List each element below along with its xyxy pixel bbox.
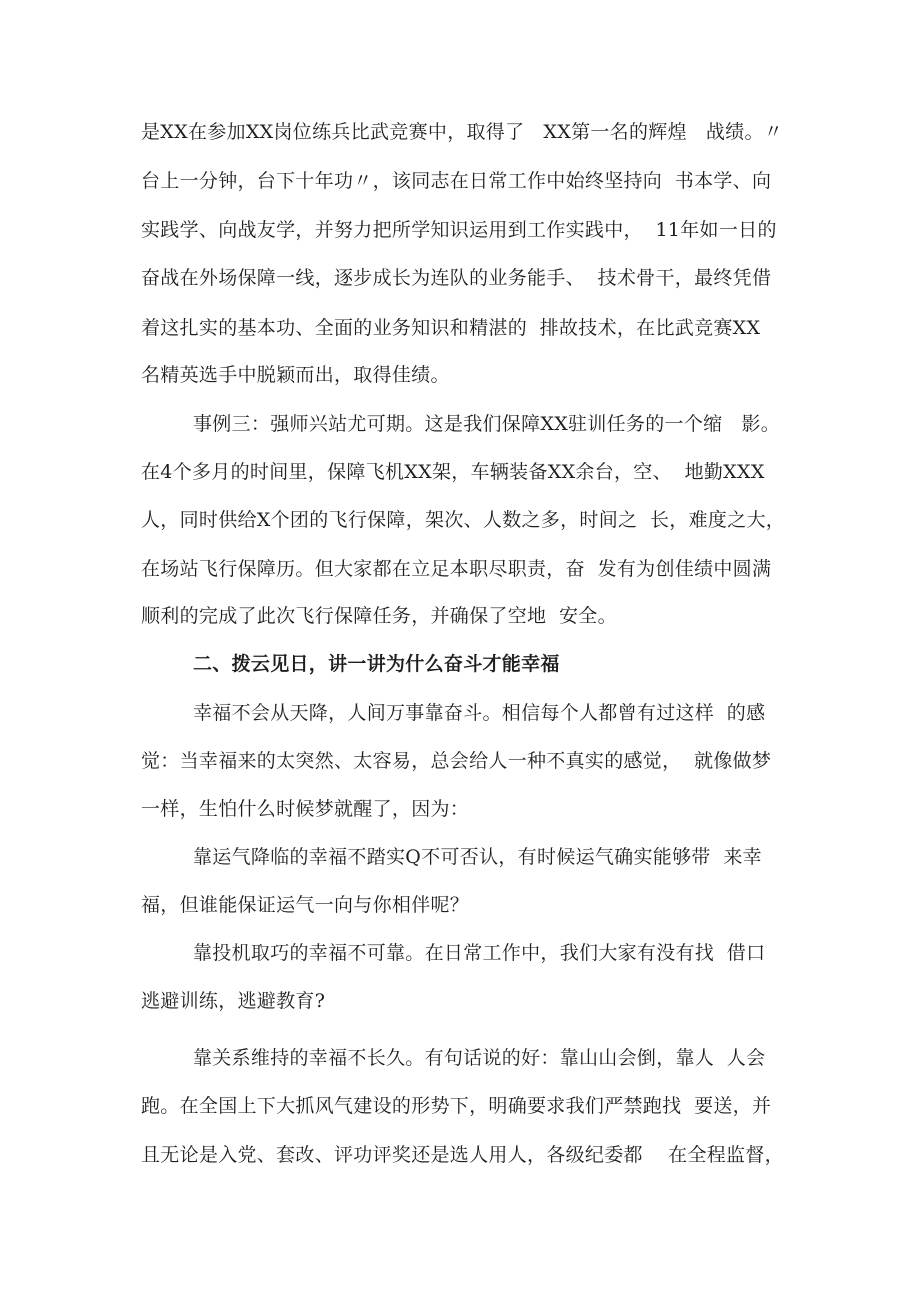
text-line: 在场站飞行保障历。但大家都在立足本职尽职责，奋 发有为创佳绩中圆满 — [141, 558, 772, 580]
paragraph-start: 靠投机取巧的幸福不可靠。在日常工作中，我们大家有没有找 借口 — [193, 942, 766, 964]
text-line: 跑。在全国上下大抓风气建设的形势下，明确要求我们严禁跑找 要送，并 — [141, 1095, 772, 1117]
text-line: 奋战在外场保障一线，逐步成长为连队的业务能手、 技术骨干，最终凭借 — [141, 267, 772, 289]
paragraph-start: 事例三：强师兴站尤可期。这是我们保障XX驻训任务的一个缩 影。 — [193, 413, 781, 435]
text-line: 是XX在参加XX岗位练兵比武竞赛中，取得了 XX第一名的辉煌 战绩。〃 — [141, 121, 784, 143]
text-line: 台上一分钟，台下十年功〃，该同志在日常工作中始终坚持向 书本学、向 — [141, 170, 772, 192]
paragraph-start: 幸福不会从天降，人间万事靠奋斗。相信每个人都曾有过这样 的感 — [193, 702, 766, 724]
text-line: 人，同时供给X个团的飞行保障，架次、人数之多，时间之 长，难度之大， — [141, 509, 786, 531]
text-line: 且无论是入党、套改、评功评奖还是选人用人，各级纪委都 在全程监督， — [141, 1144, 784, 1166]
section-heading: 二、拨云见日，讲一讲为什么奋斗才能幸福 — [193, 653, 560, 675]
paragraph-start: 靠关系维持的幸福不长久。有句话说的好：靠山山会倒，靠人 人会 — [193, 1047, 766, 1069]
text-line: 实践学、向战友学，并努力把所学知识运用到工作实践中， 11年如一日的 — [141, 219, 777, 241]
text-line: 一样，生怕什么时候梦就醒了，因为： — [141, 798, 470, 820]
text-line: 逃避训练，逃避教育? — [141, 990, 326, 1012]
text-line: 着这扎实的基本功、全面的业务知识和精湛的 排故技术，在比武竞赛XX — [141, 317, 761, 339]
text-line: 顺利的完成了此次飞行保障任务，并确保了空地 安全。 — [141, 605, 617, 627]
paragraph-start: 靠运气降临的幸福不踏实Q不可否认，有时候运气确实能够带 来幸 — [193, 846, 762, 868]
text-line: 在4个多月的时间里，保障飞机XX架，车辆装备XX余台，空、 地勤XXX — [141, 461, 765, 483]
text-line: 觉：当幸福来的太突然、太容易，总会给人一种不真实的感觉， 就像做梦 — [141, 750, 772, 772]
text-line: 福，但谁能保证运气一向与你相伴呢？ — [141, 894, 470, 916]
text-line: 名精英选手中脱颖而出，取得佳绩。 — [141, 364, 450, 386]
